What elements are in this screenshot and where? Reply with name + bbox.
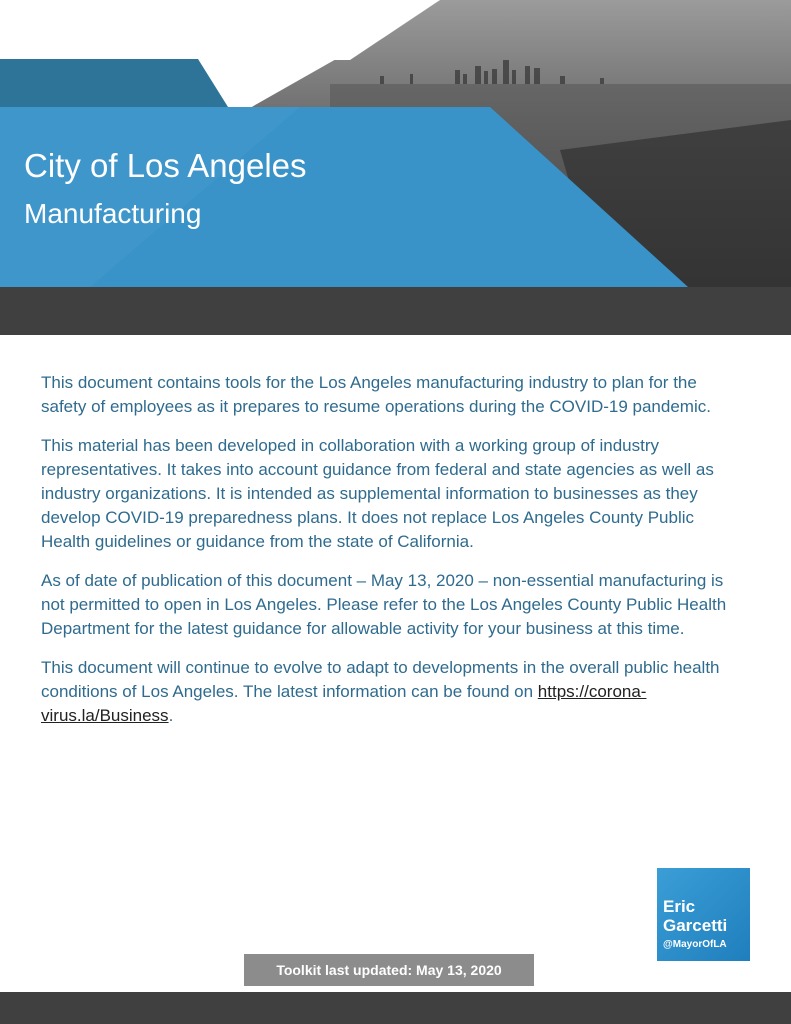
paragraph-purpose: This document contains tools for the Los Angeles manufacturing industry to plan for the safety of employees as it prepares to resume operations during the COVID-19 pandemic. [41, 373, 711, 416]
accent-band-dark [0, 59, 228, 107]
intro-text [41, 371, 731, 743]
logo-handle: @MayorOfLA [663, 939, 727, 950]
paragraph-updates [41, 656, 731, 728]
last-updated-badge: Toolkit last updated: May 13, 2020 [244, 954, 534, 986]
paragraph-collaboration: This material has been developed in collaboration with a working group of industry representatives. It takes into account guidance from federal and state agencies as well as industry organizations. It is intended as supplemental information to businesses as they develop COVID-19 preparedness plans. It does not replace Los Angeles County Public Health guidelines or guidance from the state of California. [41, 436, 714, 551]
header-banner [0, 0, 791, 335]
page-subtitle: Manufacturing [24, 198, 202, 229]
mayor-logo [657, 868, 750, 961]
business-link[interactable]: https://corona-virus.la/Business [41, 682, 647, 725]
header-dark-band [0, 287, 791, 335]
logo-last-name: Garcetti [663, 916, 728, 935]
footer-bar [0, 992, 791, 1024]
paragraph-status: As of date of publication of this document – May 13, 2020 – non-essential manufacturing is not permitted to open in Los Angeles. Please refer to the Los Angeles County Public Health Department for the latest guidance for allowable activity for your business at this time. [41, 571, 727, 638]
paragraph-updates-end: . [168, 706, 174, 725]
page-title: City of Los Angeles [24, 147, 307, 184]
logo-first-name: Eric [663, 897, 696, 916]
paragraph-updates-text: This document will continue to evolve to adapt to developments in the overall public health conditions of Los Angeles. The latest information can be found on [41, 658, 720, 701]
